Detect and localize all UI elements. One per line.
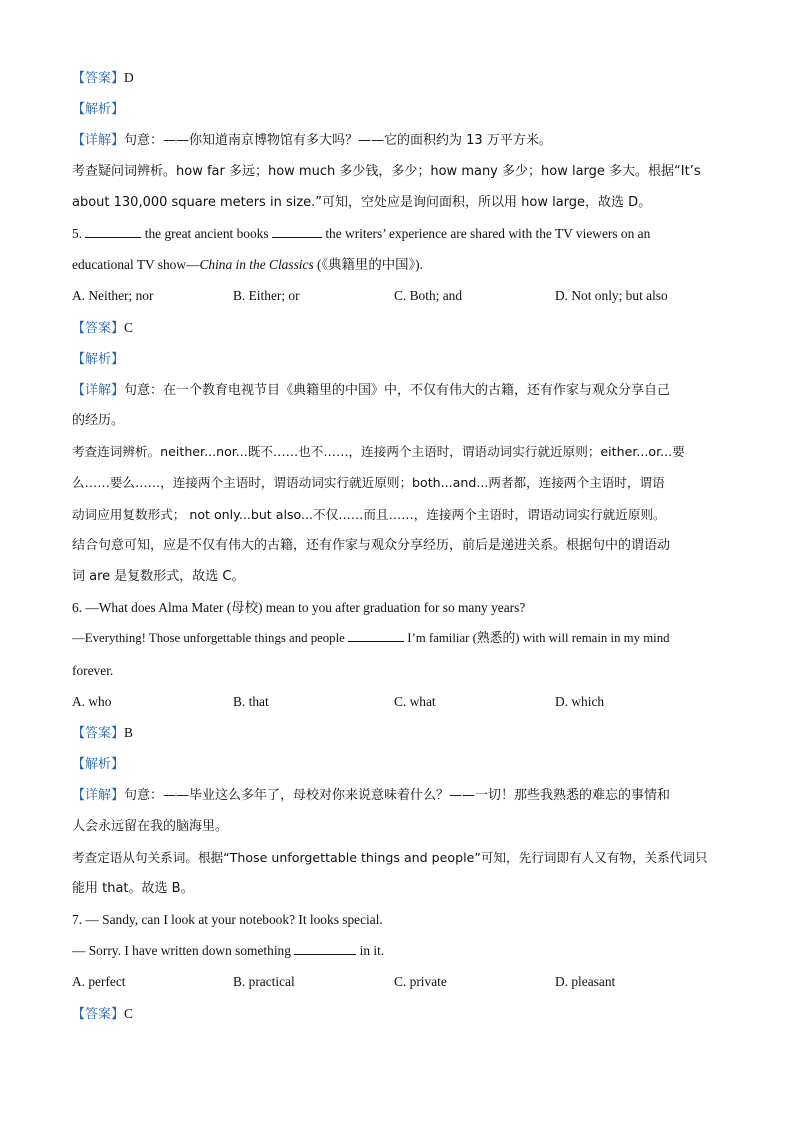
answer-line (72, 717, 724, 748)
detail-line: 人会永远留在我的脑海里。 (72, 818, 229, 834)
question-number: 7. (72, 912, 83, 928)
analysis-line (72, 343, 724, 374)
show-title: China in the Classics (199, 257, 314, 273)
detail-tag: 【详解】 (72, 788, 125, 804)
option-a: A. perfect (72, 974, 126, 990)
detail-tag: 【详解】 (72, 133, 125, 149)
answer-value: C (124, 1005, 133, 1021)
options-row (72, 280, 724, 311)
detail-line: 【详解】句意：——毕业这么多年了，母校对你来说意味着什么？——一切！那些我熟悉的难忘的事情和 (72, 788, 671, 804)
question-stem: —Everything! Those unforgettable things and people I’m familiar (熟悉的) with will remain in my mind (72, 631, 670, 646)
answer-value: D (124, 70, 134, 85)
answer-tag: 【答案】 (72, 725, 125, 741)
detail-line: 么……要么……，连接两个主语时，谓语动词实行就近原则；both...and...两者都，连接两个主语时，谓语 (72, 475, 665, 491)
question-stem: educational TV show—China in the Classics (《典籍里的中国》). (72, 257, 423, 273)
detail-line: 考查定语从句关系词。根据“Those unforgettable things and people”可知，先行词即有人又有物，关系代词只 (72, 849, 708, 865)
answer-tag: 【答案】 (72, 71, 125, 86)
option-c: C. Both; and (394, 288, 463, 304)
answer-line (72, 62, 724, 93)
answer-blank (85, 225, 141, 238)
answer-line (72, 312, 724, 343)
question-number: 6. (72, 600, 83, 616)
analysis-tag: 【解析】 (72, 757, 125, 773)
detail-line: about 130,000 square meters in size.”可知，空处应是询问面积，所以用 how large，故选 D。 (72, 194, 652, 210)
question-stem: forever. (72, 662, 114, 678)
answer-value: C (124, 319, 133, 335)
question-stem: 7. — Sandy, can I look at your notebook? It looks special. (72, 912, 383, 928)
detail-line: 能用 that。故选 B。 (72, 880, 194, 896)
question-stem: — Sorry. I have written down something in it. (72, 943, 385, 959)
detail-line: 结合句意可知，应是不仅有伟大的古籍，还有作家与观众分享经历，前后是递进关系。根据句中的谓语动 (72, 537, 671, 553)
option-b: B. practical (233, 974, 295, 990)
analysis-tag: 【解析】 (72, 102, 125, 118)
detail-line: 考查连词辨析。neither...nor...既不……也不……，连接两个主语时，谓语动词实行就近原则；either...or...要 (72, 444, 685, 460)
detail-line: 【详解】句意：在一个教育电视节目《典籍里的中国》中，不仅有伟大的古籍，还有作家与观众分享自己 (72, 382, 671, 398)
option-c: C. private (394, 974, 447, 990)
option-d: D. Not only; but also (555, 288, 668, 304)
question-number: 5. (72, 225, 83, 241)
answer-tag: 【答案】 (72, 1006, 125, 1022)
option-a: A. Neither; nor (72, 288, 154, 304)
option-d: D. which (555, 693, 605, 709)
detail-tag: 【详解】 (72, 382, 125, 398)
detail-line: 的经历。 (72, 413, 125, 429)
answer-blank (294, 942, 356, 955)
detail-line: 动词应用复数形式； not only...but also...不仅……而且……，连接两个主语时，谓语动词实行就近原则。 (72, 506, 666, 522)
answer-blank (348, 629, 404, 642)
answer-tag: 【答案】 (72, 320, 125, 336)
detail-line: 考查疑问词辨析。how far 多远；how much 多少钱，多少；how many 多少；how large 多大。根据“It’s (72, 163, 701, 179)
answer-blank (272, 225, 322, 238)
option-b: B. Either; or (233, 288, 300, 304)
options-row (72, 966, 724, 997)
question-stem: 6. —What does Alma Mater (母校) mean to you after graduation for so many years? (72, 600, 526, 616)
detail-line: 词 are 是复数形式，故选 C。 (72, 569, 245, 584)
option-d: D. pleasant (555, 974, 616, 990)
detail-line: 【详解】句意：——你知道南京博物馆有多大吗？——它的面积约为 13 万平方米。 (72, 133, 552, 149)
analysis-tag: 【解析】 (72, 351, 125, 367)
option-a: A. who (72, 693, 112, 709)
answer-line (72, 998, 724, 1029)
option-c: C. what (394, 693, 436, 709)
options-row (72, 686, 724, 717)
document-page (72, 62, 724, 1029)
analysis-line (72, 748, 724, 779)
answer-value: B (124, 724, 133, 740)
analysis-line (72, 93, 724, 124)
question-stem: 5. the great ancient books the writers’ experience are shared with the TV viewers on an (72, 225, 651, 241)
option-b: B. that (233, 693, 269, 709)
